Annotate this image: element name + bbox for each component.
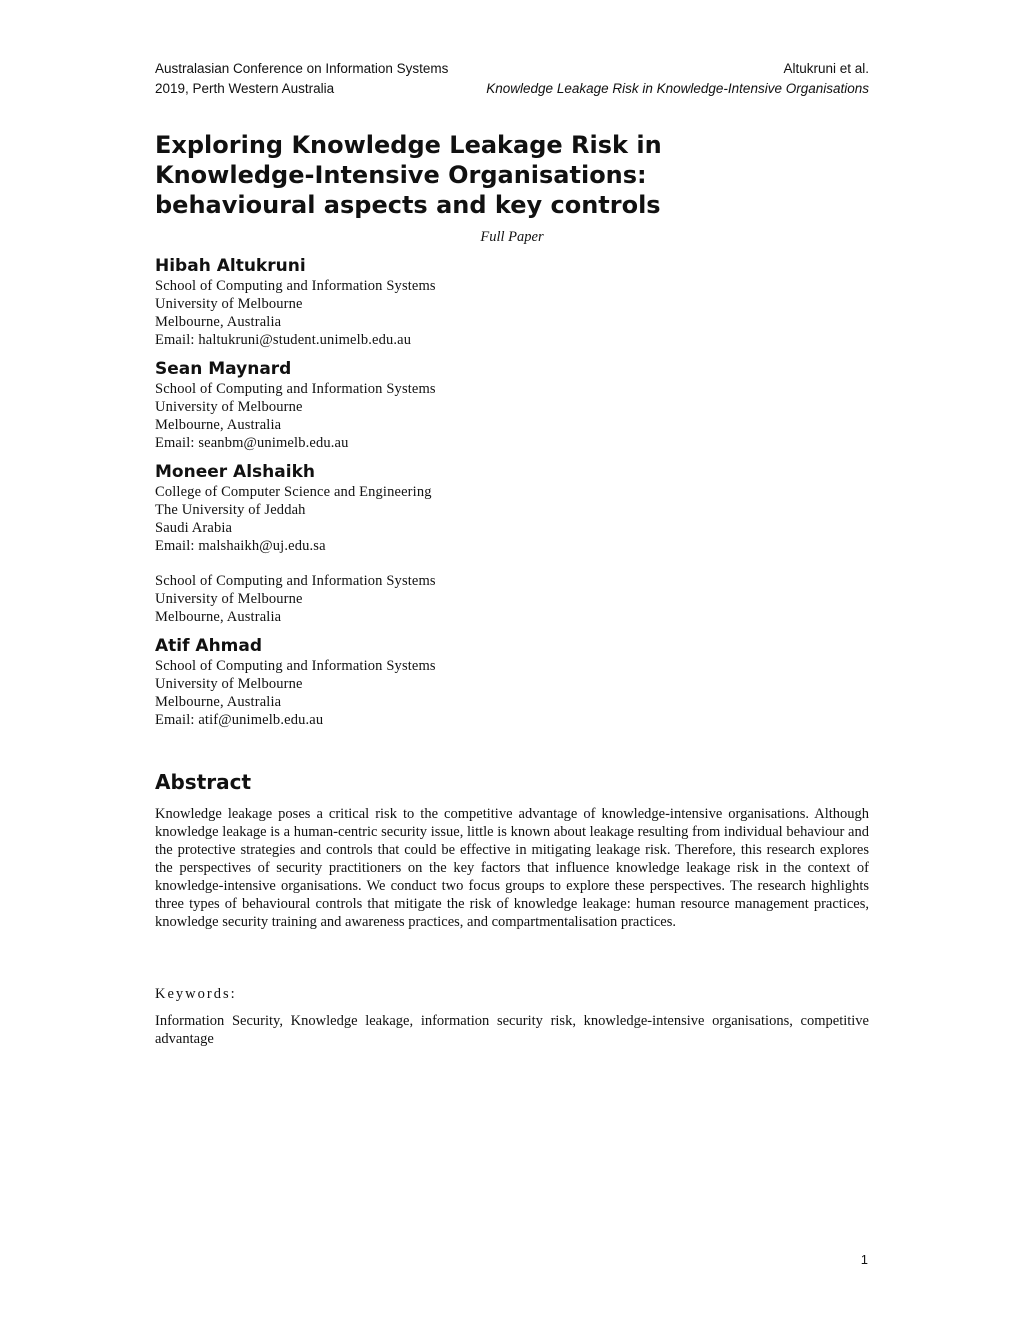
affiliation-line: Melbourne, Australia: [155, 417, 282, 433]
affiliation-line: University of Melbourne: [155, 676, 303, 692]
keywords-label: Keywords:: [155, 986, 237, 1002]
author-name: Sean Maynard: [155, 359, 292, 379]
author-name: Moneer Alshaikh: [155, 462, 315, 482]
paper-type: Full Paper: [480, 229, 544, 245]
author-email: Email: atif@unimelb.edu.au: [155, 712, 324, 728]
abstract-heading: Abstract: [155, 770, 252, 794]
affiliation-line: Melbourne, Australia: [155, 314, 282, 330]
running-header-line-2: [155, 81, 869, 97]
author-email: Email: seanbm@unimelb.edu.au: [155, 435, 349, 451]
author-block: [155, 636, 755, 729]
paper-title: Exploring Knowledge Leakage Risk in Knowledge-Intensive Organisations: behavioural aspects and key controls: [155, 131, 662, 219]
keywords-text: Information Security, Knowledge leakage, information security risk, knowledge-intensive organisations, competitive advantage: [155, 1013, 869, 1047]
affiliation-line: School of Computing and Information Systems: [155, 278, 436, 294]
affiliation-line: School of Computing and Information Systems: [155, 658, 436, 674]
affiliation-line: The University of Jeddah: [155, 502, 306, 518]
affiliation-line: University of Melbourne: [155, 591, 303, 607]
affiliation-line: Melbourne, Australia: [155, 694, 282, 710]
author-name: Hibah Altukruni: [155, 256, 306, 276]
page-number: 1: [860, 1252, 868, 1267]
header-authors-short: Altukruni et al.: [783, 61, 869, 76]
author-block: [155, 462, 755, 626]
author-block: [155, 256, 755, 349]
author-block: [155, 359, 755, 452]
affiliation-line: Saudi Arabia: [155, 520, 233, 536]
abstract-text: Knowledge leakage poses a critical risk to the competitive advantage of knowledge-intensive organisations. Although knowledge leakage is a human-centric security issue, little is known about leakage resulting from individual behaviour and the protective strategies and controls that could be effective in mitigating leakage risk. Therefore, this research explores the perspectives of security practitioners on the key factors that influence knowledge leakage risk in the context of knowledge-intensive organisations. We conduct two focus groups to explore these perspectives. The research highlights three types of behavioural controls that mitigate the risk of knowledge leakage: human resource management practices, knowledge security training and awareness practices, and compartmentalisation practices.: [155, 806, 869, 930]
author-name: Atif Ahmad: [155, 636, 263, 656]
header-year-location: 2019, Perth Western Australia: [155, 81, 335, 96]
header-conference: Australasian Conference on Information Systems: [155, 61, 449, 76]
running-header-line-1: [155, 61, 869, 77]
affiliation-line: School of Computing and Information Systems: [155, 573, 436, 589]
author-email: Email: malshaikh@uj.edu.sa: [155, 538, 326, 554]
header-running-title: Knowledge Leakage Risk in Knowledge-Intensive Organisations: [486, 81, 869, 96]
affiliation-line: University of Melbourne: [155, 296, 303, 312]
affiliation-line: College of Computer Science and Engineering: [155, 484, 432, 500]
affiliation-line: Melbourne, Australia: [155, 609, 282, 625]
affiliation-line: University of Melbourne: [155, 399, 303, 415]
author-email: Email: haltukruni@student.unimelb.edu.au: [155, 332, 412, 348]
affiliation-line: School of Computing and Information Systems: [155, 381, 436, 397]
